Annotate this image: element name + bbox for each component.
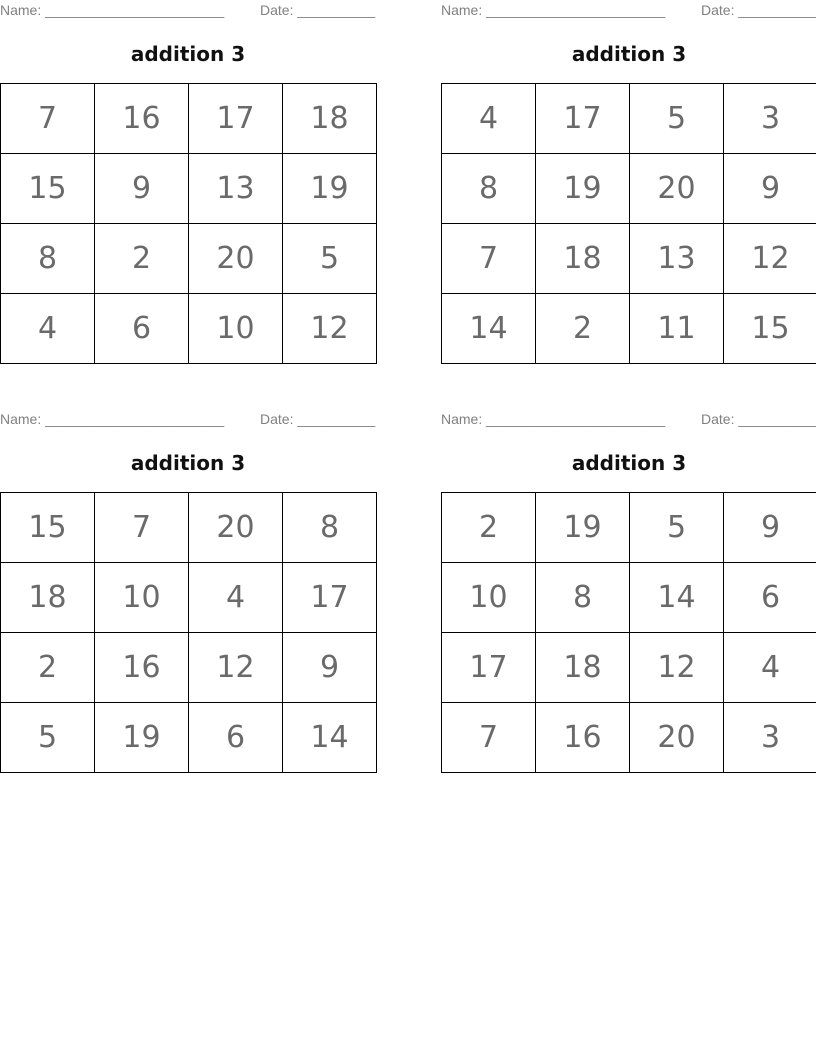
date-field: Date: __________ xyxy=(701,411,816,427)
bingo-card-3 xyxy=(0,409,376,781)
grid-cell: 12 xyxy=(189,633,283,703)
grid-cell: 14 xyxy=(630,563,724,633)
grid-cell: 20 xyxy=(630,154,724,224)
grid-cell: 7 xyxy=(95,493,189,563)
grid-cell: 12 xyxy=(283,294,377,364)
grid-row xyxy=(1,154,377,224)
grid-row xyxy=(442,703,816,773)
grid-row xyxy=(1,633,377,703)
grid-row xyxy=(1,703,377,773)
grid-cell: 9 xyxy=(95,154,189,224)
grid-cell: 7 xyxy=(442,224,536,294)
grid-cell: 3 xyxy=(724,703,816,773)
grid-row xyxy=(1,294,377,364)
grid-cell: 17 xyxy=(283,563,377,633)
grid-cell: 13 xyxy=(630,224,724,294)
grid-row xyxy=(442,563,816,633)
grid-cell: 6 xyxy=(95,294,189,364)
grid-cell: 17 xyxy=(442,633,536,703)
number-grid xyxy=(0,492,377,773)
grid-cell: 7 xyxy=(442,703,536,773)
grid-row xyxy=(1,563,377,633)
grid-cell: 8 xyxy=(442,154,536,224)
grid-cell: 20 xyxy=(189,224,283,294)
grid-row xyxy=(1,493,377,563)
grid-cell: 9 xyxy=(724,493,816,563)
card-title: addition 3 xyxy=(571,42,687,66)
grid-cell: 8 xyxy=(283,493,377,563)
grid-cell: 15 xyxy=(1,493,95,563)
grid-cell: 5 xyxy=(283,224,377,294)
grid-cell: 5 xyxy=(630,493,724,563)
grid-row xyxy=(1,84,377,154)
grid-row xyxy=(1,224,377,294)
card-header xyxy=(0,2,376,20)
bingo-card-1 xyxy=(0,0,376,372)
name-field: Name: _______________________ xyxy=(441,411,666,427)
grid-cell: 18 xyxy=(536,224,630,294)
grid-row xyxy=(442,294,816,364)
grid-cell: 4 xyxy=(189,563,283,633)
card-title: addition 3 xyxy=(130,451,246,475)
number-grid xyxy=(441,492,816,773)
card-title: addition 3 xyxy=(130,42,246,66)
grid-cell: 4 xyxy=(724,633,816,703)
grid-cell: 3 xyxy=(724,84,816,154)
grid-cell: 17 xyxy=(536,84,630,154)
grid-cell: 8 xyxy=(536,563,630,633)
grid-cell: 20 xyxy=(630,703,724,773)
grid-row xyxy=(442,154,816,224)
grid-cell: 16 xyxy=(95,633,189,703)
grid-row xyxy=(442,84,816,154)
grid-row xyxy=(442,224,816,294)
grid-cell: 4 xyxy=(1,294,95,364)
grid-cell: 5 xyxy=(1,703,95,773)
grid-cell: 5 xyxy=(630,84,724,154)
grid-cell: 7 xyxy=(1,84,95,154)
name-field: Name: _______________________ xyxy=(441,2,666,18)
grid-cell: 14 xyxy=(442,294,536,364)
grid-cell: 15 xyxy=(1,154,95,224)
grid-cell: 2 xyxy=(95,224,189,294)
grid-cell: 2 xyxy=(442,493,536,563)
grid-cell: 6 xyxy=(189,703,283,773)
bingo-card-4 xyxy=(441,409,816,781)
grid-cell: 16 xyxy=(95,84,189,154)
number-grid xyxy=(441,83,816,364)
grid-cell: 10 xyxy=(442,563,536,633)
grid-cell: 6 xyxy=(724,563,816,633)
date-field: Date: __________ xyxy=(701,2,816,18)
grid-cell: 14 xyxy=(283,703,377,773)
card-header xyxy=(0,411,376,429)
grid-cell: 9 xyxy=(724,154,816,224)
grid-cell: 2 xyxy=(536,294,630,364)
grid-cell: 2 xyxy=(1,633,95,703)
date-field: Date: __________ xyxy=(260,411,376,427)
card-header xyxy=(441,411,816,429)
grid-cell: 19 xyxy=(536,493,630,563)
name-field: Name: _______________________ xyxy=(0,411,225,427)
card-header xyxy=(441,2,816,20)
grid-cell: 19 xyxy=(95,703,189,773)
grid-cell: 18 xyxy=(283,84,377,154)
grid-cell: 10 xyxy=(189,294,283,364)
grid-cell: 18 xyxy=(1,563,95,633)
grid-cell: 11 xyxy=(630,294,724,364)
grid-row xyxy=(442,633,816,703)
grid-cell: 17 xyxy=(189,84,283,154)
grid-cell: 16 xyxy=(536,703,630,773)
grid-cell: 20 xyxy=(189,493,283,563)
grid-cell: 13 xyxy=(189,154,283,224)
grid-cell: 4 xyxy=(442,84,536,154)
bingo-card-2 xyxy=(441,0,816,372)
card-title: addition 3 xyxy=(571,451,687,475)
grid-cell: 10 xyxy=(95,563,189,633)
grid-cell: 12 xyxy=(724,224,816,294)
grid-cell: 8 xyxy=(1,224,95,294)
number-grid xyxy=(0,83,377,364)
grid-cell: 19 xyxy=(536,154,630,224)
grid-cell: 19 xyxy=(283,154,377,224)
grid-cell: 9 xyxy=(283,633,377,703)
grid-cell: 18 xyxy=(536,633,630,703)
date-field: Date: __________ xyxy=(260,2,376,18)
name-field: Name: _______________________ xyxy=(0,2,225,18)
grid-cell: 15 xyxy=(724,294,816,364)
grid-cell: 12 xyxy=(630,633,724,703)
grid-row xyxy=(442,493,816,563)
